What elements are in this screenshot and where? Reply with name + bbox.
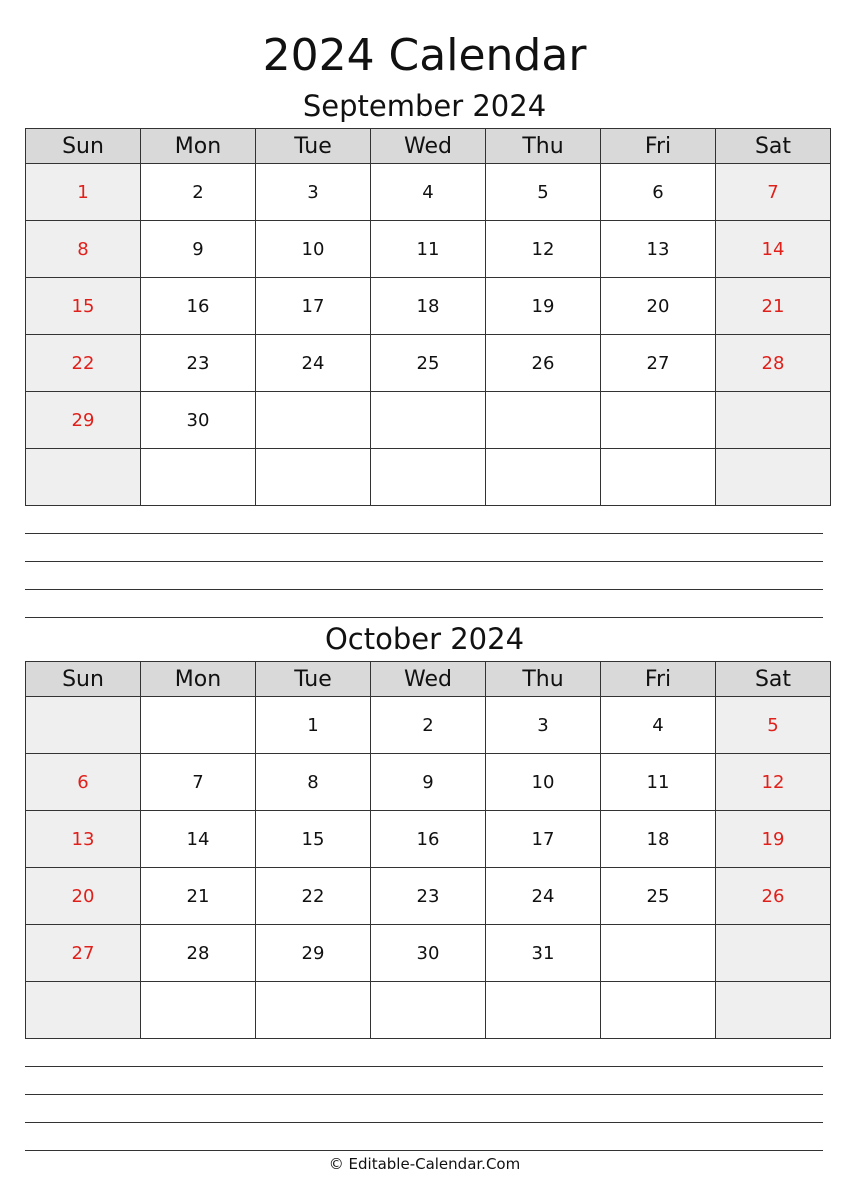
day-cell: 9 — [141, 221, 256, 278]
day-cell: 13 — [601, 221, 716, 278]
day-cell: 29 — [26, 392, 141, 449]
day-cell: 18 — [371, 278, 486, 335]
page-title: 2024 Calendar — [262, 30, 587, 81]
weekday-header-sun: Sun — [26, 662, 141, 697]
day-cell: 5 — [486, 164, 601, 221]
footer-copyright: © Editable-Calendar.Com — [328, 1155, 521, 1173]
week-row — [26, 811, 831, 868]
weekday-header-mon: Mon — [141, 662, 256, 697]
week-row — [26, 754, 831, 811]
day-cell: 17 — [486, 811, 601, 868]
note-line — [25, 561, 823, 562]
note-line — [25, 617, 823, 618]
week-row — [26, 868, 831, 925]
day-cell: 14 — [716, 221, 831, 278]
day-cell — [26, 449, 141, 506]
day-cell: 1 — [26, 164, 141, 221]
weekday-header-wed: Wed — [371, 662, 486, 697]
day-cell: 11 — [371, 221, 486, 278]
day-cell: 18 — [601, 811, 716, 868]
weekday-header-sun: Sun — [26, 129, 141, 164]
day-cell — [141, 449, 256, 506]
day-cell: 3 — [256, 164, 371, 221]
day-cell: 9 — [371, 754, 486, 811]
week-row — [26, 392, 831, 449]
weekday-header-sat: Sat — [716, 129, 831, 164]
week-row — [26, 982, 831, 1039]
day-cell — [371, 449, 486, 506]
day-cell: 12 — [486, 221, 601, 278]
day-cell: 26 — [486, 335, 601, 392]
day-cell — [716, 392, 831, 449]
week-row — [26, 278, 831, 335]
day-cell — [486, 449, 601, 506]
day-cell: 17 — [256, 278, 371, 335]
weekday-header-thu: Thu — [486, 662, 601, 697]
day-cell — [601, 982, 716, 1039]
day-cell — [716, 449, 831, 506]
week-row — [26, 925, 831, 982]
day-cell: 22 — [256, 868, 371, 925]
week-row — [26, 164, 831, 221]
day-cell: 6 — [601, 164, 716, 221]
week-row — [26, 335, 831, 392]
calendar-grid-october — [25, 661, 831, 1039]
day-cell — [141, 982, 256, 1039]
day-cell: 2 — [371, 697, 486, 754]
weekday-header-tue: Tue — [256, 129, 371, 164]
day-cell: 29 — [256, 925, 371, 982]
day-cell: 16 — [371, 811, 486, 868]
day-cell: 4 — [601, 697, 716, 754]
day-cell: 22 — [26, 335, 141, 392]
day-cell: 8 — [26, 221, 141, 278]
note-line — [25, 1150, 823, 1151]
day-cell: 28 — [716, 335, 831, 392]
day-cell: 19 — [716, 811, 831, 868]
day-cell — [486, 392, 601, 449]
day-cell: 10 — [256, 221, 371, 278]
day-cell — [601, 925, 716, 982]
weekday-header-row — [26, 662, 831, 697]
day-cell: 30 — [141, 392, 256, 449]
week-row — [26, 697, 831, 754]
weekday-header-mon: Mon — [141, 129, 256, 164]
day-cell: 20 — [26, 868, 141, 925]
day-cell: 23 — [141, 335, 256, 392]
day-cell: 3 — [486, 697, 601, 754]
day-cell: 6 — [26, 754, 141, 811]
day-cell — [601, 449, 716, 506]
day-cell: 5 — [716, 697, 831, 754]
day-cell: 30 — [371, 925, 486, 982]
day-cell: 14 — [141, 811, 256, 868]
day-cell — [486, 982, 601, 1039]
month-title-september: September 2024 — [302, 89, 547, 123]
day-cell: 19 — [486, 278, 601, 335]
weekday-header-tue: Tue — [256, 662, 371, 697]
day-cell: 16 — [141, 278, 256, 335]
week-row — [26, 221, 831, 278]
day-cell: 24 — [256, 335, 371, 392]
day-cell: 2 — [141, 164, 256, 221]
day-cell: 25 — [371, 335, 486, 392]
note-line — [25, 1066, 823, 1067]
day-cell — [26, 697, 141, 754]
day-cell: 21 — [141, 868, 256, 925]
day-cell — [601, 392, 716, 449]
month-title-october: October 2024 — [324, 622, 525, 656]
weekday-header-fri: Fri — [601, 662, 716, 697]
day-cell — [371, 982, 486, 1039]
day-cell — [256, 392, 371, 449]
note-line — [25, 1094, 823, 1095]
day-cell: 21 — [716, 278, 831, 335]
day-cell — [716, 982, 831, 1039]
day-cell — [141, 697, 256, 754]
day-cell: 24 — [486, 868, 601, 925]
note-line — [25, 589, 823, 590]
day-cell — [371, 392, 486, 449]
day-cell: 7 — [141, 754, 256, 811]
day-cell — [716, 925, 831, 982]
day-cell: 7 — [716, 164, 831, 221]
weekday-header-fri: Fri — [601, 129, 716, 164]
day-cell: 28 — [141, 925, 256, 982]
day-cell: 12 — [716, 754, 831, 811]
day-cell: 20 — [601, 278, 716, 335]
calendar-grid-september — [25, 128, 831, 506]
note-line — [25, 1122, 823, 1123]
day-cell: 11 — [601, 754, 716, 811]
day-cell: 27 — [26, 925, 141, 982]
day-cell: 15 — [256, 811, 371, 868]
day-cell: 10 — [486, 754, 601, 811]
note-line — [25, 533, 823, 534]
day-cell: 13 — [26, 811, 141, 868]
day-cell: 26 — [716, 868, 831, 925]
weekday-header-sat: Sat — [716, 662, 831, 697]
weekday-header-wed: Wed — [371, 129, 486, 164]
day-cell: 1 — [256, 697, 371, 754]
weekday-header-row — [26, 129, 831, 164]
weekday-header-thu: Thu — [486, 129, 601, 164]
day-cell: 27 — [601, 335, 716, 392]
day-cell: 31 — [486, 925, 601, 982]
day-cell: 15 — [26, 278, 141, 335]
day-cell — [256, 982, 371, 1039]
day-cell: 8 — [256, 754, 371, 811]
day-cell — [256, 449, 371, 506]
day-cell — [26, 982, 141, 1039]
week-row — [26, 449, 831, 506]
day-cell: 23 — [371, 868, 486, 925]
day-cell: 4 — [371, 164, 486, 221]
day-cell: 25 — [601, 868, 716, 925]
